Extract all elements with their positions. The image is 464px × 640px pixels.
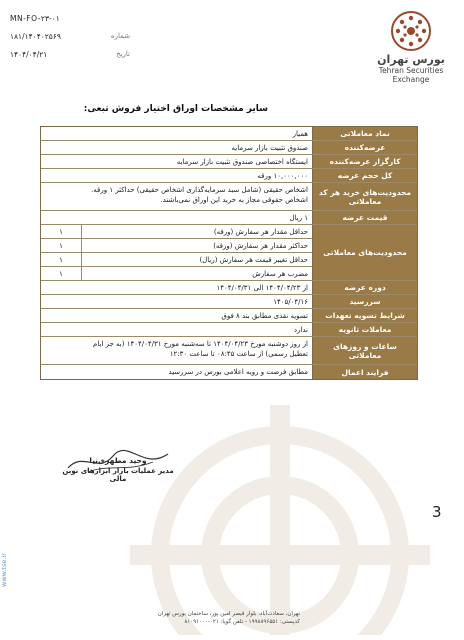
sub-row bbox=[41, 253, 312, 267]
table-row bbox=[41, 309, 417, 323]
sub-value: ۱ bbox=[59, 242, 63, 250]
website-url[interactable]: www.tse.ir bbox=[0, 553, 8, 587]
row-header: ساعات و روزهای معاملاتی bbox=[312, 337, 417, 364]
table-row bbox=[41, 323, 417, 337]
signature-scribble-icon bbox=[58, 446, 178, 476]
date-value: ۱۴۰۴/۰۴/۲۱ bbox=[10, 50, 48, 59]
row-value bbox=[41, 337, 312, 364]
row-value: ۱ ریال bbox=[289, 213, 308, 222]
row-header: کل حجم عرضه bbox=[312, 169, 417, 182]
signatory-name: وحید مطهری‌نیا bbox=[89, 456, 147, 465]
sub-label: حداقل مقدار هر سفارش (ورقه) bbox=[81, 225, 312, 238]
number-row bbox=[10, 32, 130, 41]
logo-name-fa: بورس تهران bbox=[377, 53, 445, 66]
sub-value: ۱ bbox=[59, 270, 63, 278]
hours-line-2: تعطیل رسمی) از ساعت ۰۸:۴۵ تا ساعت ۱۲:۳۰ bbox=[169, 350, 308, 358]
row-value: همیار bbox=[292, 129, 308, 138]
signature-block bbox=[58, 456, 178, 483]
row-header: محدودیت‌های معاملاتی bbox=[312, 225, 417, 280]
table-row bbox=[41, 225, 417, 281]
row-value bbox=[41, 225, 312, 280]
sub-row bbox=[41, 239, 312, 253]
table-row bbox=[41, 183, 417, 211]
limits-line-2: اشخاص حقوقی مجاز به خرید این اوراق نمی‌باشند. bbox=[160, 196, 308, 204]
footer-line-1: تهران، سعادت‌آباد، بلوار قیصر امین پور، ساختمان بورس تهران bbox=[157, 611, 300, 617]
table-row bbox=[41, 141, 417, 155]
row-header: دوره عرضه bbox=[312, 281, 417, 294]
row-value: از ۱۴۰۴/۰۴/۲۳ الی ۱۴۰۴/۰۴/۳۱ bbox=[216, 283, 308, 292]
watermark-seal-icon bbox=[70, 365, 460, 635]
row-header: نماد معاملاتی bbox=[312, 127, 417, 140]
row-header: فرایند اعمال bbox=[312, 365, 417, 379]
row-header: شرایط تسویه تعهدات bbox=[312, 309, 417, 322]
table-row bbox=[41, 127, 417, 141]
number-value: ۱۸۱/۱۴۰۴۰۲۵۶۹ bbox=[10, 32, 61, 41]
page-number: 3 bbox=[432, 503, 442, 521]
table-row bbox=[41, 337, 417, 365]
sub-row bbox=[41, 267, 312, 280]
footer-line-2: کدپستی: ۱۹۹۸۸۹۶۵۵۱ - تلفن گویا: ۰۲۱-۸۱۰۹۱۰۰۰ bbox=[184, 619, 300, 625]
sub-row bbox=[41, 225, 312, 239]
table-row bbox=[41, 281, 417, 295]
signatory-role: مدیر عملیات بازار ابزارهای نوین مالی bbox=[62, 467, 174, 483]
logo-name-en-2: Exchange bbox=[392, 75, 430, 84]
row-value: ندارد bbox=[293, 325, 308, 334]
sub-label: حداکثر مقدار هر سفارش (ورقه) bbox=[81, 239, 312, 252]
sub-label: حداقل تغییر قیمت هر سفارش (ریال) bbox=[81, 253, 312, 266]
hours-line-1: از روز دوشنبه مورخ ۱۴۰۴/۰۴/۲۳ تا سه‌شنبه مورخ ۱۴۰۴/۰۴/۳۱ (به جز ایام bbox=[93, 340, 308, 348]
row-value bbox=[41, 183, 312, 210]
table-row bbox=[41, 211, 417, 225]
row-value: صندوق تثبیت بازار سرمایه bbox=[231, 143, 308, 152]
section-title: سایر مشخصات اوراق اختیار فروش تبعی: bbox=[83, 104, 268, 114]
document-meta bbox=[10, 14, 130, 59]
sub-value: ۱ bbox=[59, 256, 63, 264]
sub-value: ۱ bbox=[59, 228, 63, 236]
table-row bbox=[41, 365, 417, 379]
row-header: محدودیت‌های خرید هر کد معاملاتی bbox=[312, 183, 417, 210]
tse-logo bbox=[366, 10, 456, 98]
table-row bbox=[41, 169, 417, 183]
tse-emblem-icon bbox=[390, 10, 432, 52]
limits-line-1: اشخاص حقیقی (شامل سبد سرمایه‌گذاری اشخاص حقیقی) حداکثر ۱ ورقه. bbox=[91, 186, 308, 194]
table-row bbox=[41, 295, 417, 309]
footer-address bbox=[150, 610, 300, 626]
row-value: تسویه نقدی مطابق بند ۸ فوق bbox=[221, 311, 308, 320]
number-label: شماره bbox=[110, 32, 130, 40]
row-header: سررسید bbox=[312, 295, 417, 308]
document-code: MN-FO-۲۳-۰۱ bbox=[10, 14, 60, 23]
specs-table bbox=[40, 126, 418, 380]
sub-label: مضرب هر سفارش bbox=[81, 267, 312, 280]
row-value: ۱۰,۰۰۰,۰۰۰ ورقه bbox=[257, 171, 308, 180]
date-row bbox=[10, 50, 130, 59]
date-label: تاریخ bbox=[116, 50, 130, 58]
table-row bbox=[41, 155, 417, 169]
logo-name-en-1: Tehran Securities bbox=[378, 66, 444, 75]
row-value: ۱۴۰۵/۰۴/۱۶ bbox=[273, 297, 308, 306]
row-value: مطابق فرصت و رویه اعلامی بورس در سررسید bbox=[168, 368, 308, 376]
row-header: عرضه‌کننده bbox=[312, 141, 417, 154]
row-value: ایستگاه اختصاصی صندوق تثبیت بازار سرمایه bbox=[176, 157, 308, 166]
row-header: قیمت عرضه bbox=[312, 211, 417, 224]
row-header: کارگزار عرضه‌کننده bbox=[312, 155, 417, 168]
row-header: معاملات ثانویه bbox=[312, 323, 417, 336]
